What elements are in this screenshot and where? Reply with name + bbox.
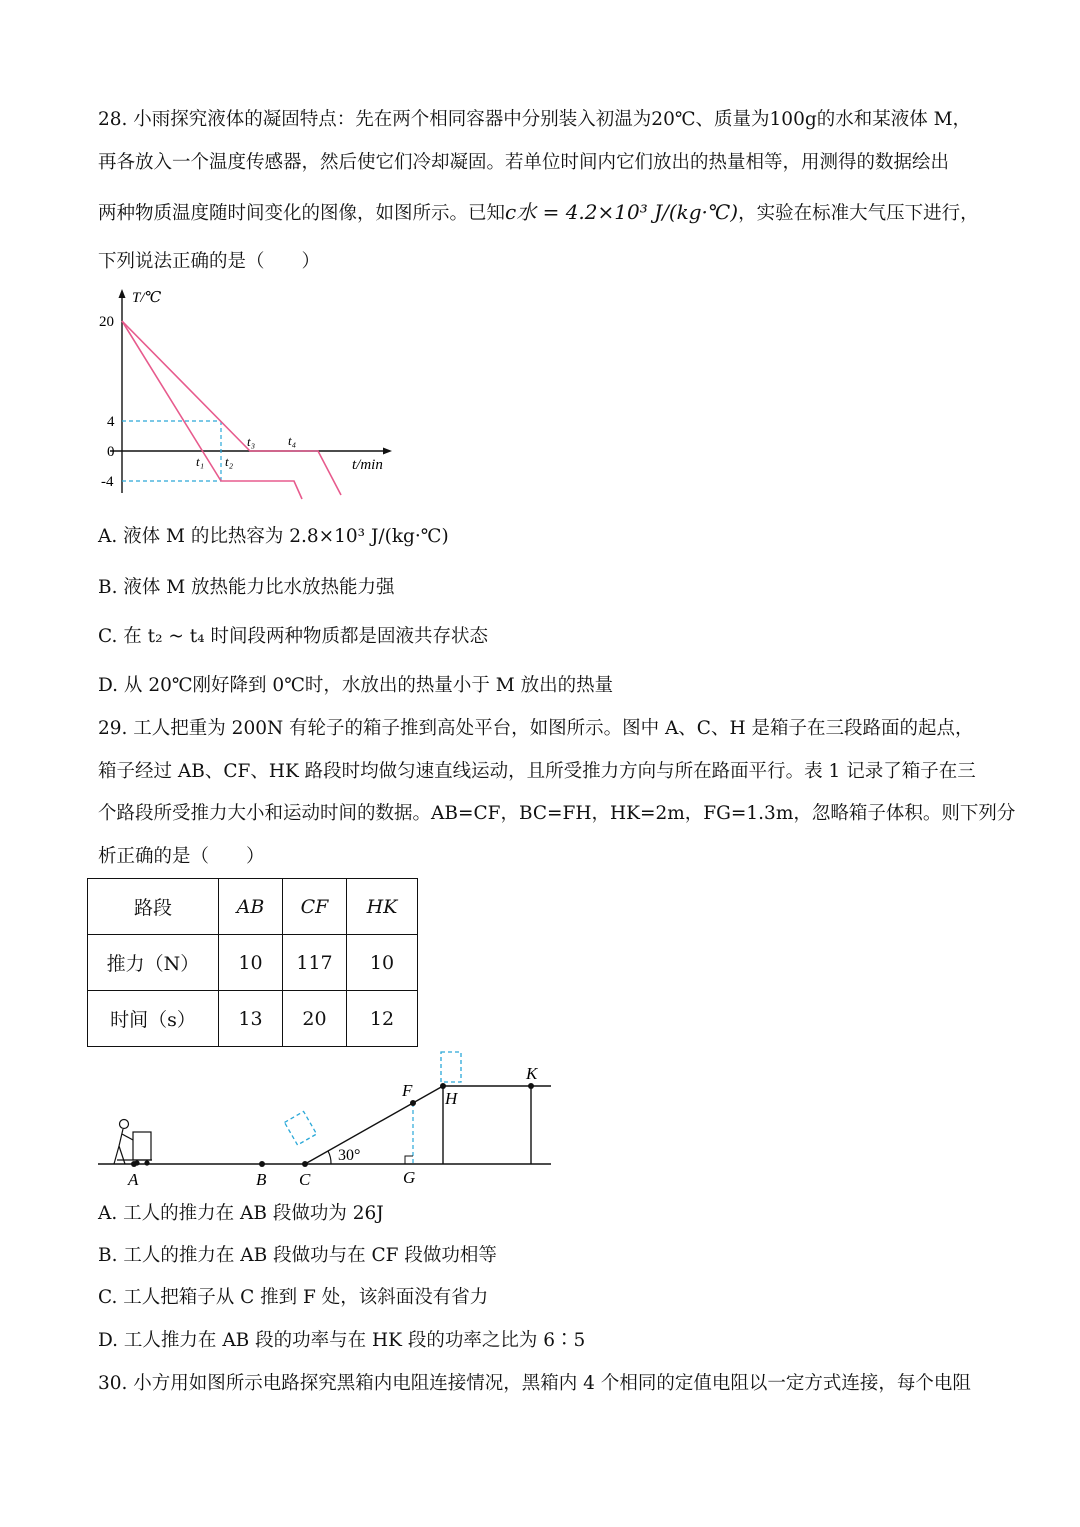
push-force-time-table: [87, 878, 418, 1047]
marker-t2: t₂: [225, 454, 234, 469]
point-c: [302, 1161, 308, 1167]
label-k: K: [526, 1064, 538, 1083]
q28-option-d[interactable]: D. 从 20℃刚好降到 0℃时，水放出的热量小于 M 放出的热量: [98, 675, 614, 696]
table-row: [88, 935, 418, 991]
y-tick-4: 4: [107, 414, 115, 430]
slope-line: [305, 1086, 443, 1164]
y-axis-label: T/℃: [132, 290, 162, 306]
x-axis-arrow: [383, 448, 392, 455]
box-at-h: [441, 1052, 461, 1082]
marker-t4: t₄: [288, 433, 297, 448]
table-header-cell: AB: [219, 879, 283, 935]
y-tick-neg4: -4: [101, 474, 114, 490]
q28-line-2: 再各放入一个温度传感器，然后使它们冷却凝固。若单位时间内它们放出的热量相等，用测得的数据绘出: [98, 152, 950, 173]
right-angle-mark: [405, 1156, 413, 1164]
q29-line-2: 箱子经过 AB、CF、HK 路段时均做匀速直线运动，且所受推力方向与所在路面平行。表 1 记录了箱子在三: [98, 761, 976, 782]
q29-option-b[interactable]: B. 工人的推力在 AB 段做功与在 CF 段做功相等: [98, 1245, 497, 1266]
ramp-diagram: [95, 1048, 555, 1193]
label-a: A: [128, 1170, 139, 1189]
table-row: [88, 991, 418, 1047]
q28-line-4: 下列说法正确的是（ ）: [98, 251, 321, 272]
label-b: B: [256, 1170, 267, 1189]
table-header-cell: 路段: [88, 879, 219, 935]
table-header-row: [88, 879, 418, 935]
marker-t1: t₁: [196, 454, 205, 469]
q28-option-a[interactable]: A. 液体 M 的比热容为 2.8×10³ J/(kg·℃): [98, 526, 449, 547]
angle-label: 30°: [338, 1147, 361, 1164]
q28-line-3-text-a: 两种物质温度随时间变化的图像，如图所示。已知: [98, 203, 506, 224]
q29-option-d[interactable]: D. 工人推力在 AB 段的功率与在 HK 段的功率之比为 6∶5: [98, 1330, 586, 1351]
point-f: [410, 1100, 416, 1106]
y-axis-arrow: [119, 289, 126, 298]
table-cell: 20: [283, 991, 347, 1047]
y-tick-0: 0: [107, 444, 115, 460]
point-k: [528, 1083, 534, 1089]
label-g: G: [403, 1168, 416, 1187]
table-cell: 13: [219, 991, 283, 1047]
point-b: [259, 1161, 265, 1167]
table-header-cell: HK: [347, 879, 418, 935]
angle-arc: [328, 1151, 331, 1164]
y-tick-20: 20: [99, 314, 114, 330]
q28-option-c[interactable]: C. 在 t₂ ~ t₄ 时间段两种物质都是固液共存状态: [98, 626, 488, 647]
temperature-time-graph: [92, 285, 402, 500]
marker-t3: t₃: [247, 434, 256, 449]
q28-line-3-text-b: ，实验在标准大气压下进行，: [738, 203, 979, 224]
worker-figure: [114, 1120, 152, 1166]
q29-option-a[interactable]: A. 工人的推力在 AB 段做功为 26J: [98, 1203, 384, 1224]
box-on-slope: [285, 1111, 317, 1145]
x-axis-label: t/min: [352, 457, 383, 473]
label-c: C: [299, 1170, 311, 1189]
table-cell: 时间（s）: [88, 991, 219, 1047]
q28-line-1: 28. 小雨探究液体的凝固特点：先在两个相同容器中分别装入初温为20℃、质量为100g的水和某液体 M，: [98, 109, 972, 130]
table-cell: 10: [347, 935, 418, 991]
table-cell: 117: [283, 935, 347, 991]
label-f: F: [402, 1081, 413, 1100]
q29-line-3: 个路段所受推力大小和运动时间的数据。AB=CF，BC=FH，HK=2m，FG=1.3m，忽略箱子体积。则下列分: [98, 803, 1016, 824]
table-header-cell: CF: [283, 879, 347, 935]
q29-line-1: 29. 工人把重为 200N 有轮子的箱子推到高处平台，如图所示。图中 A、C、H 是箱子在三段路面的起点，: [98, 718, 974, 739]
table-cell: 推力（N）: [88, 935, 219, 991]
q29-line-4: 析正确的是（ ）: [98, 846, 265, 867]
table-cell: 12: [347, 991, 418, 1047]
q28-option-b[interactable]: B. 液体 M 放热能力比水放热能力强: [98, 577, 395, 598]
label-h: H: [445, 1089, 458, 1108]
q30-line-1: 30. 小方用如图所示电路探究黑箱内电阻连接情况，黑箱内 4 个相同的定值电阻以一定方式连接，每个电阻: [98, 1373, 971, 1394]
q28-specific-heat-formula: c水 = 4.2×10³ J/(kg·℃): [505, 200, 739, 224]
table-cell: 10: [219, 935, 283, 991]
q29-option-c[interactable]: C. 工人把箱子从 C 推到 F 处，该斜面没有省力: [98, 1287, 489, 1308]
q28-line-3: [98, 200, 979, 226]
